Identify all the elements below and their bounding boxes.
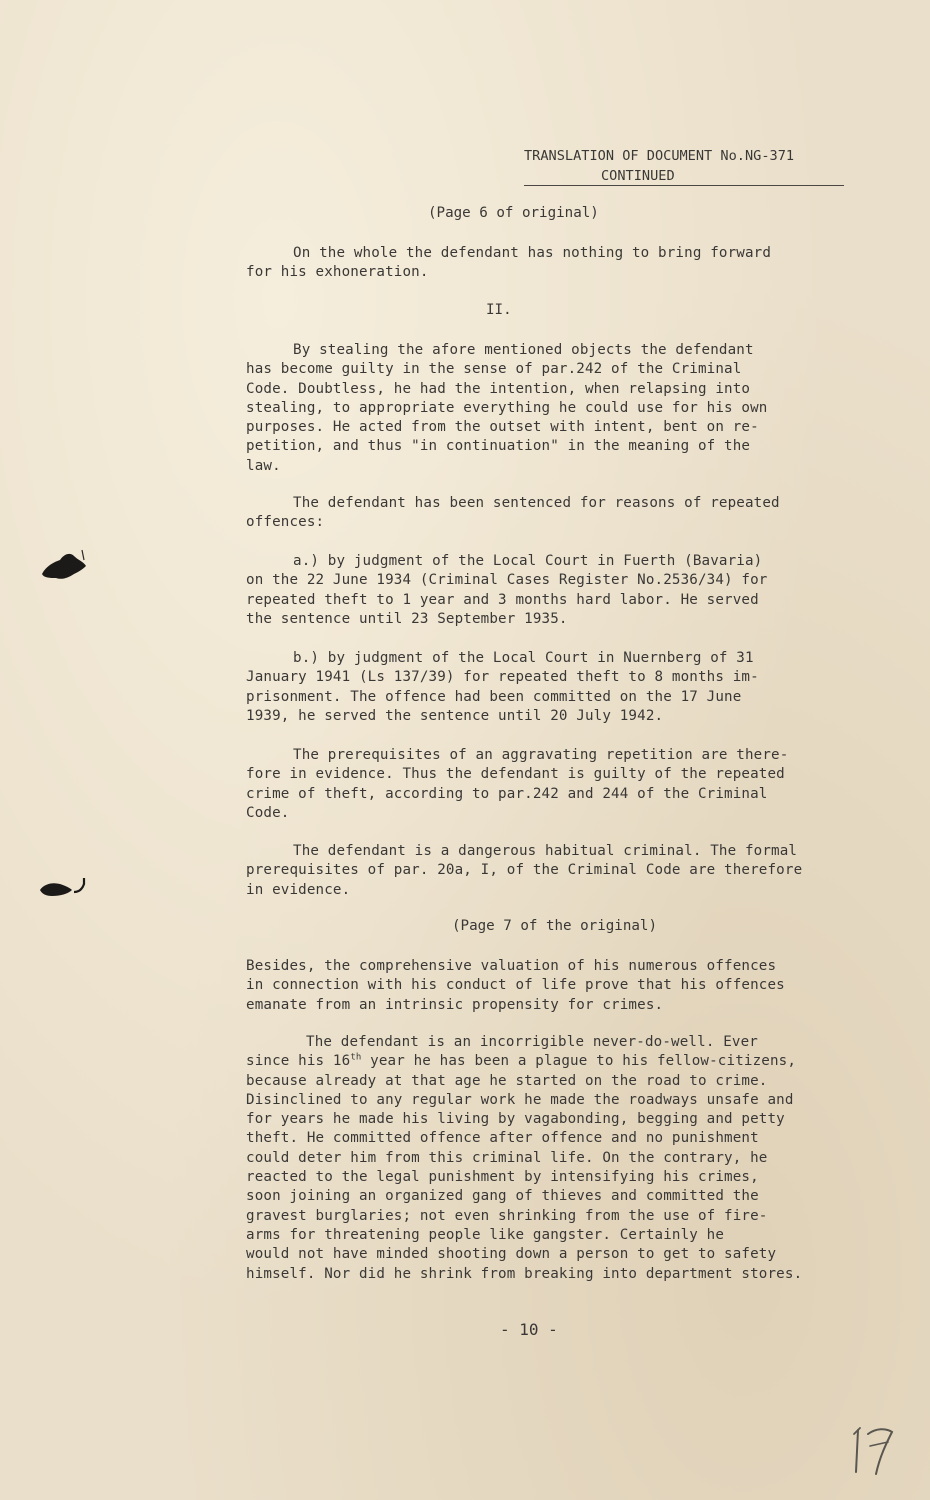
text-line: a.) by judgment of the Local Court in Fuerth (Bavaria) — [293, 553, 763, 569]
text-line: offences: — [246, 514, 325, 531]
text-line: crime of theft, according to par.242 and 244 of the Criminal — [246, 785, 768, 802]
text-line: arms for threatening people like gangster. Certainly he — [246, 1226, 725, 1243]
document-header — [524, 147, 844, 186]
handwritten-number-icon — [848, 1420, 898, 1480]
text-line: gravest burglaries; not even shrinking from the use of fire- — [246, 1207, 768, 1224]
text-line: prerequisites of par. 20a, I, of the Criminal Code are therefore — [246, 862, 803, 879]
text-line: could deter him from this criminal life. On the contrary, he — [246, 1149, 768, 1166]
text-line: soon joining an organized gang of thieves and committed the — [246, 1188, 759, 1205]
text-line: stealing, to appropriate everything he could use for his own — [246, 399, 768, 416]
page-number: - 10 - — [500, 1320, 558, 1339]
text-line: The prerequisites of an aggravating repetition are there- — [293, 747, 789, 763]
handwritten-page-mark — [848, 1420, 898, 1485]
ink-blot-icon — [38, 874, 90, 906]
text-fragment: year he has been a plague to his fellow-citizens, — [361, 1053, 797, 1070]
paragraph-4-judgment-a — [246, 552, 846, 629]
text-line: b.) by judgment of the Local Court in Nuernberg of 31 — [293, 650, 754, 666]
header-title: TRANSLATION OF DOCUMENT No.NG-371 — [524, 148, 795, 164]
paragraph-8 — [246, 957, 846, 1015]
text-line: emanate from an intrinsic propensity for crimes. — [246, 996, 664, 1013]
paragraph-1 — [246, 244, 846, 283]
section-number: II. — [486, 302, 512, 318]
text-line: himself. Nor did he shrink from breaking into department stores. — [246, 1265, 803, 1282]
text-line: Besides, the comprehensive valuation of his numerous offences — [246, 958, 777, 974]
text-line: repeated theft to 1 year and 3 months hard labor. He served — [246, 591, 759, 608]
text-line: January 1941 (Ls 137/39) for repeated theft to 8 months im- — [246, 669, 759, 686]
paragraph-7 — [246, 842, 846, 900]
text-line: law. — [246, 457, 281, 474]
text-line: on the 22 June 1934 (Criminal Cases Register No.2536/34) for — [246, 572, 768, 589]
text-line: in connection with his conduct of life prove that his offences — [246, 977, 785, 994]
text-line: for his exhoneration. — [246, 264, 429, 281]
page-6-marker: (Page 6 of original) — [428, 205, 599, 221]
text-line: because already at that age he started on the road to crime. — [246, 1072, 768, 1089]
ink-blot-icon — [38, 548, 90, 590]
text-line: The defendant is an incorrigible never-do-well. Ever — [306, 1034, 758, 1050]
text-line: prisonment. The offence had been committed on the 17 June — [246, 688, 742, 705]
page-7-marker: (Page 7 of the original) — [452, 918, 657, 934]
header-continued: CONTINUED — [524, 167, 844, 186]
text-line: theft. He committed offence after offence and no punishment — [246, 1130, 759, 1147]
text-line: 1939, he served the sentence until 20 July 1942. — [246, 707, 664, 724]
text-line: would not have minded shooting down a person to get to safety — [246, 1246, 777, 1263]
text-line: Code. Doubtless, he had the intention, when relapsing into — [246, 380, 751, 397]
text-line: Disinclined to any regular work he made the roadways unsafe and — [246, 1091, 794, 1108]
text-line: purposes. He acted from the outset with intent, bent on re- — [246, 419, 759, 436]
text-line: in evidence. — [246, 881, 351, 898]
text-fragment: since his 16 — [246, 1053, 351, 1070]
paragraph-5-judgment-b — [246, 649, 846, 726]
text-line: has become guilty in the sense of par.242 of the Criminal — [246, 361, 742, 378]
text-line: By stealing the afore mentioned objects the defendant — [293, 342, 754, 358]
text-line: The defendant has been sentenced for reasons of repeated — [293, 495, 780, 511]
text-line: fore in evidence. Thus the defendant is guilty of the repeated — [246, 766, 785, 783]
paragraph-2 — [246, 341, 846, 476]
paragraph-3 — [246, 494, 846, 533]
text-line: petition, and thus "in continuation" in the meaning of the — [246, 438, 751, 455]
paragraph-6 — [246, 746, 846, 823]
paragraph-9 — [246, 1033, 846, 1284]
text-line — [246, 1052, 846, 1071]
text-line: The defendant is a dangerous habitual criminal. The formal — [293, 843, 798, 859]
text-line: Code. — [246, 804, 290, 821]
text-line: On the whole the defendant has nothing to bring forward — [293, 245, 772, 261]
text-line: the sentence until 23 September 1935. — [246, 610, 568, 627]
text-line: reacted to the legal punishment by intensifying his crimes, — [246, 1169, 759, 1186]
text-line: for years he made his living by vagabonding, begging and petty — [246, 1111, 785, 1128]
ordinal-suffix: th — [350, 1052, 362, 1063]
